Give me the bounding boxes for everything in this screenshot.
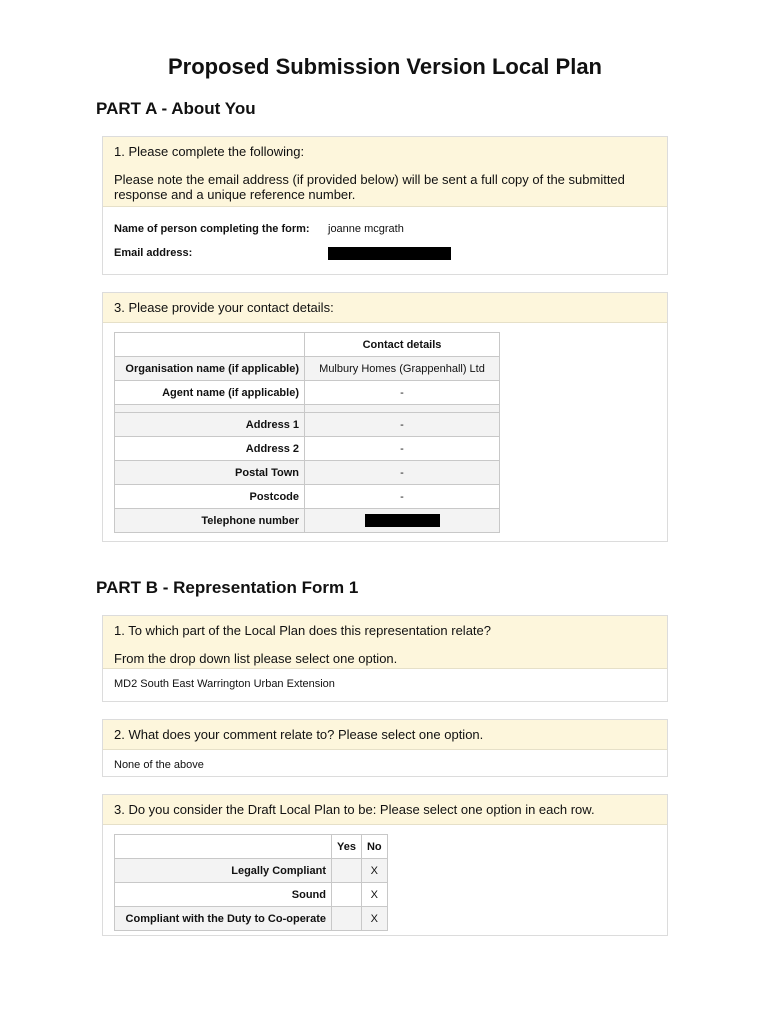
part-b-q2-question: 2. What does your comment relate to? Please select one option.	[114, 727, 484, 742]
contact-row-value: -	[305, 437, 500, 461]
part-a-q1-header	[103, 137, 667, 207]
contact-row	[115, 437, 500, 461]
contact-details-header: Contact details	[305, 333, 500, 357]
compliance-row	[115, 907, 388, 931]
name-row	[114, 217, 656, 241]
contact-row-label: Address 1	[115, 413, 305, 437]
contact-row-value: Mulbury Homes (Grappenhall) Ltd	[305, 357, 500, 381]
contact-row	[115, 413, 500, 437]
compliance-row-label: Sound	[115, 883, 332, 907]
compliance-yes-cell	[332, 859, 362, 883]
part-b-q1-answer: MD2 South East Warrington Urban Extension	[114, 678, 335, 690]
part-a-q1-body	[103, 207, 667, 275]
name-value: joanne mcgrath	[328, 223, 404, 235]
email-redacted-value	[328, 247, 451, 260]
yes-column-header: Yes	[332, 835, 362, 859]
compliance-no-cell: X	[361, 907, 387, 931]
part-a-q1-box	[102, 136, 668, 275]
contact-row-value: -	[305, 413, 500, 437]
part-b-q2-header	[103, 720, 667, 750]
contact-row-label: Organisation name (if applicable)	[115, 357, 305, 381]
part-b-q2-box	[102, 719, 668, 777]
part-a-q1-note: Please note the email address (if provided below) will be sent a full copy of the submitted response and a unique reference number.	[114, 172, 625, 202]
part-b-q2-answer: None of the above	[114, 759, 204, 771]
compliance-no-cell: X	[361, 883, 387, 907]
part-b-q1-box	[102, 615, 668, 702]
email-row	[114, 241, 656, 265]
compliance-row-label: Legally Compliant	[115, 859, 332, 883]
email-label: Email address:	[114, 247, 193, 259]
contact-row-label: Address 2	[115, 437, 305, 461]
part-b-q3-question: 3. Do you consider the Draft Local Plan to be: Please select one option in each row.	[114, 802, 595, 817]
contact-details-table	[114, 332, 500, 533]
contact-row	[115, 381, 500, 405]
compliance-yes-cell	[332, 907, 362, 931]
contact-row-label: Postal Town	[115, 461, 305, 485]
compliance-row	[115, 859, 388, 883]
name-label: Name of person completing the form:	[114, 223, 310, 235]
part-a-q3-box	[102, 292, 668, 542]
no-column-header: No	[361, 835, 387, 859]
compliance-table	[114, 834, 388, 931]
telephone-redacted-value	[365, 514, 440, 527]
part-a-heading: PART A - About You	[96, 99, 256, 118]
part-b-q1-instruction: From the drop down list please select one option.	[114, 651, 398, 666]
part-b-q3-header	[103, 795, 667, 825]
contact-row	[115, 509, 500, 533]
part-a-q3-header	[103, 293, 667, 323]
contact-spacer-row	[115, 405, 500, 413]
part-b-heading: PART B - Representation Form 1	[96, 578, 359, 597]
part-a-q3-question: 3. Please provide your contact details:	[114, 300, 334, 315]
contact-row-value: -	[305, 381, 500, 405]
compliance-yes-cell	[332, 883, 362, 907]
part-b-q1-header	[103, 616, 667, 669]
contact-row-value: -	[305, 461, 500, 485]
compliance-header-blank	[115, 835, 332, 859]
contact-header-blank	[115, 333, 305, 357]
contact-row	[115, 485, 500, 509]
part-a-q1-question: 1. Please complete the following:	[114, 144, 305, 159]
part-b-q1-question: 1. To which part of the Local Plan does this representation relate?	[114, 623, 491, 638]
telephone-value-cell	[305, 509, 500, 533]
page-title: Proposed Submission Version Local Plan	[168, 54, 602, 79]
contact-row-label: Telephone number	[115, 509, 305, 533]
contact-row-value: -	[305, 485, 500, 509]
compliance-row-label: Compliant with the Duty to Co-operate	[115, 907, 332, 931]
compliance-row	[115, 883, 388, 907]
contact-row	[115, 461, 500, 485]
compliance-no-cell: X	[361, 859, 387, 883]
contact-row-label: Postcode	[115, 485, 305, 509]
part-b-q3-box	[102, 794, 668, 936]
contact-row	[115, 357, 500, 381]
contact-row-label: Agent name (if applicable)	[115, 381, 305, 405]
